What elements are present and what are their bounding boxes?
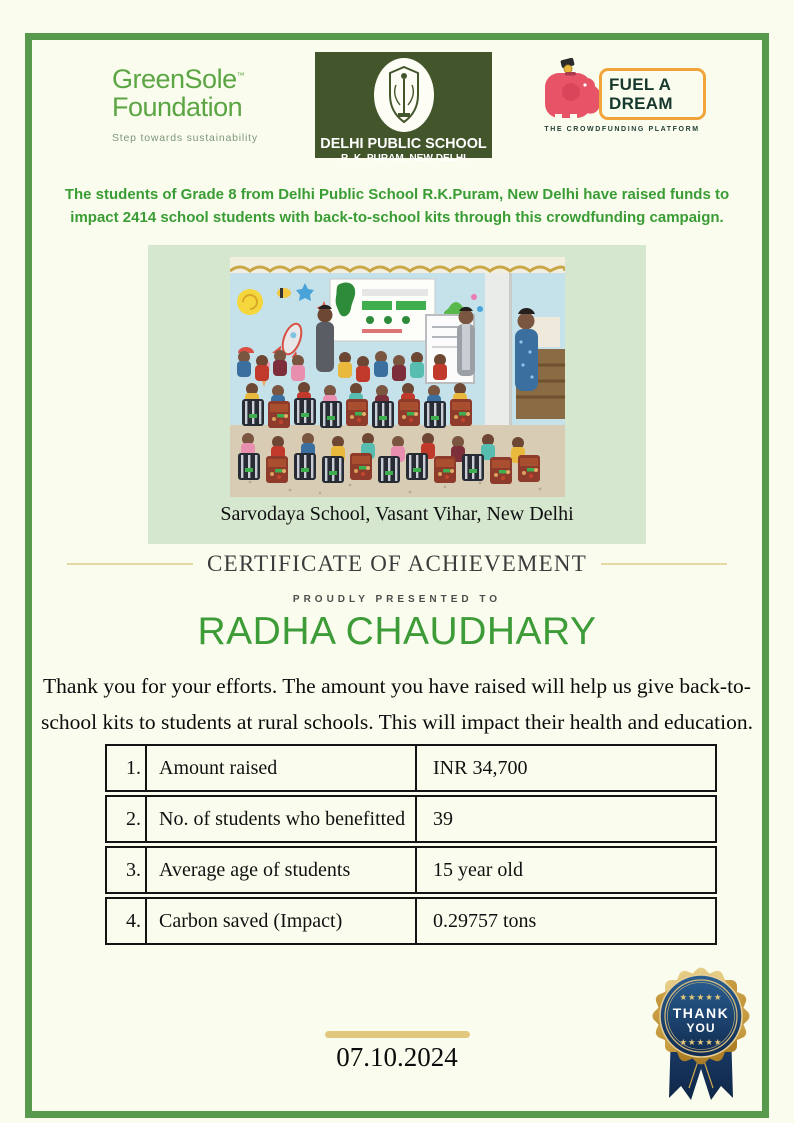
dps-name: DELHI PUBLIC SCHOOL bbox=[320, 135, 487, 152]
row-value: 39 bbox=[433, 807, 453, 830]
table-row bbox=[105, 744, 717, 792]
table-row bbox=[105, 795, 717, 843]
row-label: No. of students who benefitted bbox=[147, 797, 417, 841]
recipient-name: RADHA CHAUDHARY bbox=[197, 610, 597, 653]
badge-you: YOU bbox=[686, 1021, 716, 1035]
row-label: Amount raised bbox=[147, 746, 417, 790]
fuel-a-text: FUEL A bbox=[609, 75, 672, 94]
certificate-date: 07.10.2024 bbox=[336, 1042, 458, 1072]
greensole-name: GreenSole™ bbox=[112, 64, 245, 94]
school-group-photo bbox=[230, 257, 565, 497]
trademark-symbol: ™ bbox=[236, 71, 245, 80]
campaign-intro-text: The students of Grade 8 from Delhi Public School R.K.Puram, New Delhi have raised funds to impact 2414 school students with back-to-school kits through this crowdfunding campaign. bbox=[64, 186, 730, 226]
greensole-foundation: Foundation bbox=[112, 92, 243, 122]
table-row bbox=[105, 897, 717, 945]
badge-stars-bottom: ★★★★★ bbox=[679, 1038, 723, 1048]
row-number: 4. bbox=[107, 899, 147, 943]
table-row bbox=[105, 846, 717, 894]
photo-panel bbox=[148, 245, 646, 544]
row-value: 0.29757 tons bbox=[433, 909, 537, 932]
title-rule-left bbox=[67, 563, 193, 566]
fuel-a-dream-logo bbox=[543, 58, 701, 144]
badge-stars-top: ★★★★★ bbox=[679, 993, 723, 1003]
teacher-figure bbox=[316, 305, 334, 372]
row-number: 2. bbox=[107, 797, 147, 841]
elephant-piggybank-icon bbox=[543, 58, 605, 126]
greensole-tagline: Step towards sustainability bbox=[112, 132, 258, 144]
title-rule-right bbox=[601, 563, 727, 566]
thank-you-badge bbox=[633, 952, 769, 1107]
dps-logo bbox=[315, 52, 492, 164]
row-value: 15 year old bbox=[433, 858, 523, 881]
thank-you-message: Thank you for your efforts. The amount you have raised will help us give back-to-school kits to students at rural schools. This will impact their health and education. bbox=[41, 674, 753, 734]
row-label: Average age of students bbox=[147, 848, 417, 892]
fuel-a-dream-wordmark bbox=[599, 68, 706, 120]
impact-table bbox=[105, 744, 717, 948]
fuel-a-dream-tagline: THE CROWDFUNDING PLATFORM bbox=[544, 126, 700, 133]
row-number: 1. bbox=[107, 746, 147, 790]
row-value: INR 34,700 bbox=[433, 756, 528, 779]
greensole-logo bbox=[112, 62, 287, 152]
presented-to-label: PROUDLY PRESENTED TO bbox=[292, 594, 502, 605]
dream-text: DREAM bbox=[609, 94, 673, 113]
row-label: Carbon saved (Impact) bbox=[147, 899, 417, 943]
badge-thank: THANK bbox=[672, 1005, 730, 1021]
photo-caption: Sarvodaya School, Vasant Vihar, New Delhi bbox=[220, 503, 574, 525]
dps-crest-icon bbox=[373, 57, 435, 133]
certificate-title: CERTIFICATE OF ACHIEVEMENT bbox=[207, 551, 587, 576]
date-rule bbox=[325, 1031, 470, 1038]
dps-location: R. K. PURAM, NEW DELHI bbox=[341, 152, 466, 164]
row-number: 3. bbox=[107, 848, 147, 892]
certificate-title-row bbox=[32, 551, 762, 577]
